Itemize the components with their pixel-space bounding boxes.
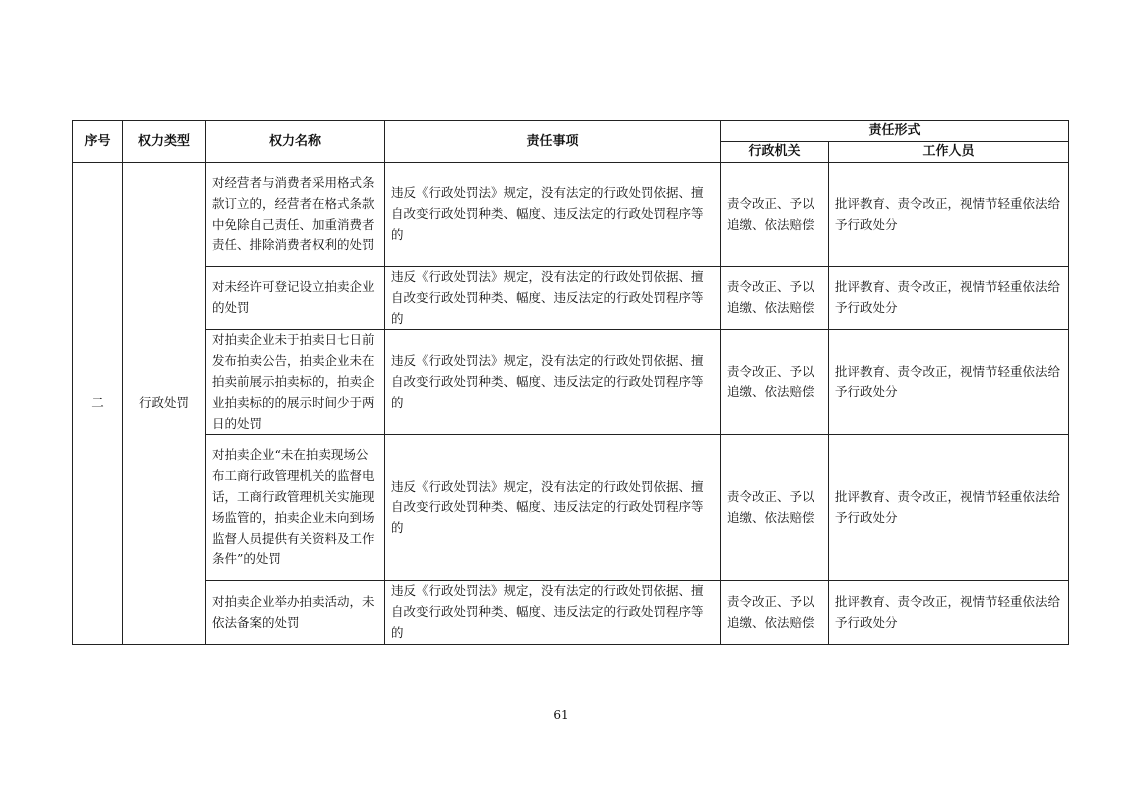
table-row xyxy=(73,330,1069,435)
header-responsibility: 责任事项 xyxy=(385,121,721,163)
power-name-cell: 对经营者与消费者采用格式条款订立的，经营者在格式条款中免除自己责任、加重消费者责任、排除消费者权利的处罚 xyxy=(206,163,385,267)
agency-form-cell: 责令改正、予以追缴、依法赔偿 xyxy=(721,330,829,435)
header-responsibility-form: 责任形式 xyxy=(721,121,1069,142)
responsibility-table xyxy=(72,120,1069,645)
group-power-type: 行政处罚 xyxy=(123,163,206,645)
responsibility-cell: 违反《行政处罚法》规定，没有法定的行政处罚依据、擅自改变行政处罚种类、幅度、违反法定的行政处罚程序等的 xyxy=(385,581,721,644)
staff-form-cell: 批评教育、责令改正，视情节轻重依法给予行政处分 xyxy=(829,163,1069,267)
staff-form-cell: 批评教育、责令改正，视情节轻重依法给予行政处分 xyxy=(829,581,1069,644)
staff-form-cell: 批评教育、责令改正，视情节轻重依法给予行政处分 xyxy=(829,435,1069,581)
header-agency: 行政机关 xyxy=(721,142,829,163)
power-name-cell: 对拍卖企业举办拍卖活动，未依法备案的处罚 xyxy=(206,581,385,644)
power-name-cell: 对拍卖企业未于拍卖日七日前发布拍卖公告，拍卖企业未在拍卖前展示拍卖标的，拍卖企业拍卖标的的展示时间少于两日的处罚 xyxy=(206,330,385,435)
responsibility-cell: 违反《行政处罚法》规定，没有法定的行政处罚依据、擅自改变行政处罚种类、幅度、违反法定的行政处罚程序等的 xyxy=(385,163,721,267)
page-number: 61 xyxy=(553,708,569,722)
table-row xyxy=(73,163,1069,267)
agency-form-cell: 责令改正、予以追缴、依法赔偿 xyxy=(721,163,829,267)
table-row xyxy=(73,435,1069,581)
power-name-cell: 对未经许可登记设立拍卖企业的处罚 xyxy=(206,267,385,330)
responsibility-cell: 违反《行政处罚法》规定，没有法定的行政处罚依据、擅自改变行政处罚种类、幅度、违反法定的行政处罚程序等的 xyxy=(385,330,721,435)
power-name-cell: 对拍卖企业“未在拍卖现场公布工商行政管理机关的监督电话，工商行政管理机关实施现场监管的，拍卖企业未向到场监督人员提供有关资料及工作条件”的处罚 xyxy=(206,435,385,581)
header-staff: 工作人员 xyxy=(829,142,1069,163)
header-seq: 序号 xyxy=(73,121,123,163)
agency-form-cell: 责令改正、予以追缴、依法赔偿 xyxy=(721,581,829,644)
group-seq: 二 xyxy=(73,163,123,645)
responsibility-cell: 违反《行政处罚法》规定，没有法定的行政处罚依据、擅自改变行政处罚种类、幅度、违反法定的行政处罚程序等的 xyxy=(385,435,721,581)
agency-form-cell: 责令改正、予以追缴、依法赔偿 xyxy=(721,267,829,330)
header-row-1 xyxy=(73,121,1069,142)
responsibility-cell: 违反《行政处罚法》规定，没有法定的行政处罚依据、擅自改变行政处罚种类、幅度、违反法定的行政处罚程序等的 xyxy=(385,267,721,330)
header-power-type: 权力类型 xyxy=(123,121,206,163)
header-power-name: 权力名称 xyxy=(206,121,385,163)
table-row xyxy=(73,267,1069,330)
agency-form-cell: 责令改正、予以追缴、依法赔偿 xyxy=(721,435,829,581)
staff-form-cell: 批评教育、责令改正，视情节轻重依法给予行政处分 xyxy=(829,330,1069,435)
table-row xyxy=(73,581,1069,644)
staff-form-cell: 批评教育、责令改正，视情节轻重依法给予行政处分 xyxy=(829,267,1069,330)
